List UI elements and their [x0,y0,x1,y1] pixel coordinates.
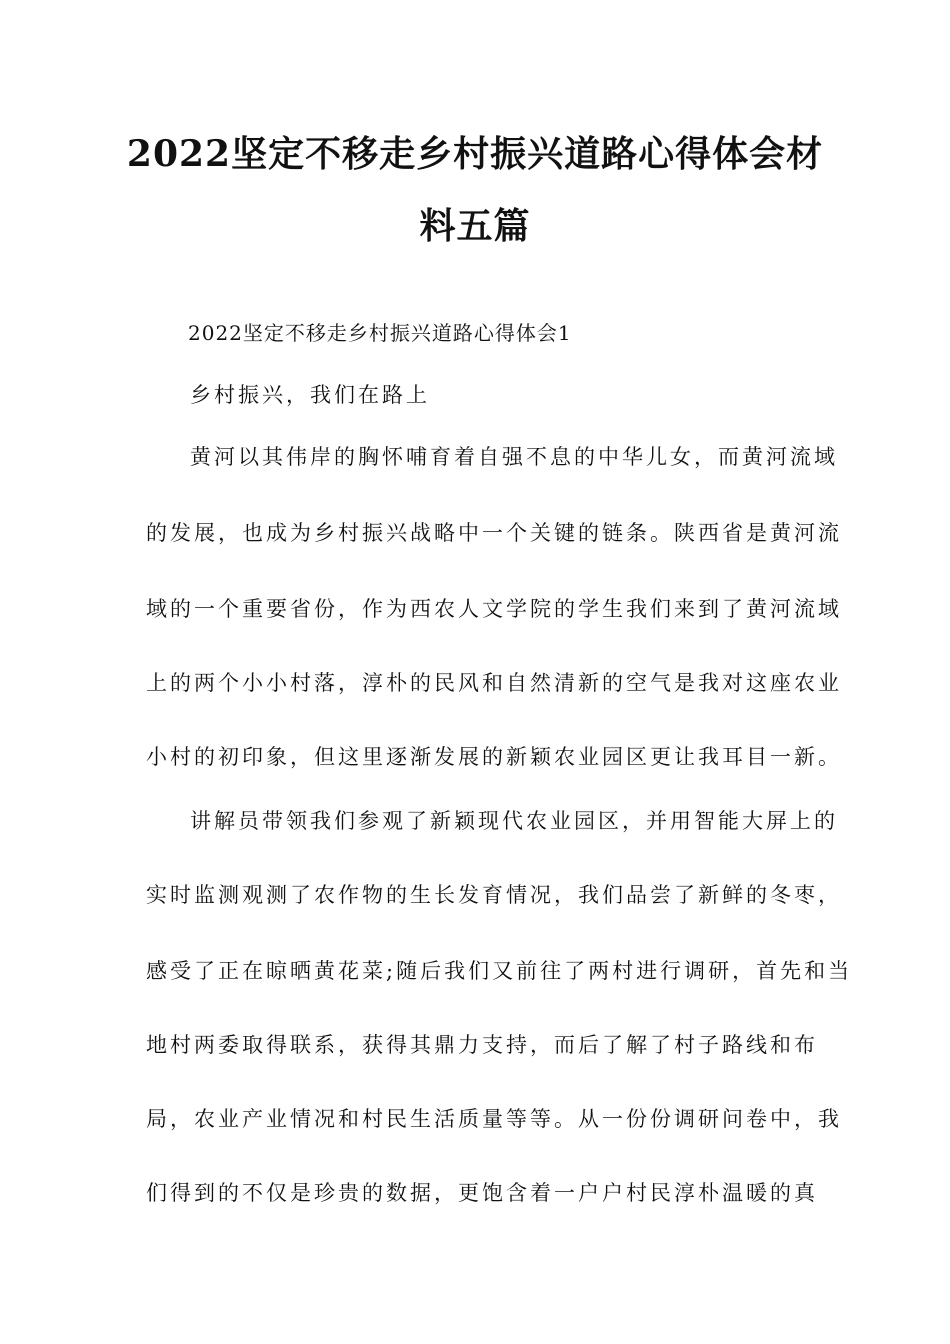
paragraph-line: 域的一个重要省份，作为西农人文学院的学生我们来到了黄河流域 [146,597,842,621]
paragraph-line: 实时监测观测了农作物的生长发育情况，我们品尝了新鲜的冬枣， [146,883,842,907]
document-title-line-1: 2022坚定不移走乡村振兴道路心得体会材 [126,133,824,175]
paragraph-line: 们得到的不仅是珍贵的数据，更饱含着一户户村民淳朴温暖的真 [146,1181,818,1205]
paragraph-line: 上的两个小小村落，淳朴的民风和自然清新的空气是我对这座农业 [146,671,842,695]
paragraph-line: 局，农业产业情况和村民生活质量等等。从一份份调研问卷中，我 [146,1107,842,1131]
paragraph-line: 小村的初印象，但这里逐渐发展的新颖农业园区更让我耳目一新。 [146,745,842,769]
paragraph-line: 黄河以其伟岸的胸怀哺育着自强不息的中华儿女，而黄河流域 [190,445,838,469]
paragraph-line: 地村两委取得联系，获得其鼎力支持，而后了解了村子路线和布 [146,1033,818,1057]
paragraph-line: 的发展，也成为乡村振兴战略中一个关键的链条。陕西省是黄河流 [146,521,842,545]
section-heading: 2022坚定不移走乡村振兴道路心得体会1 [188,321,572,345]
paragraph-line: 感受了正在晾晒黄花菜;随后我们又前往了两村进行调研，首先和当 [146,959,853,983]
paragraph-line: 乡村振兴，我们在路上 [190,383,430,407]
paragraph-line: 讲解员带领我们参观了新颖现代农业园区，并用智能大屏上的 [190,809,838,833]
document-title-line-2: 料五篇 [419,205,531,247]
